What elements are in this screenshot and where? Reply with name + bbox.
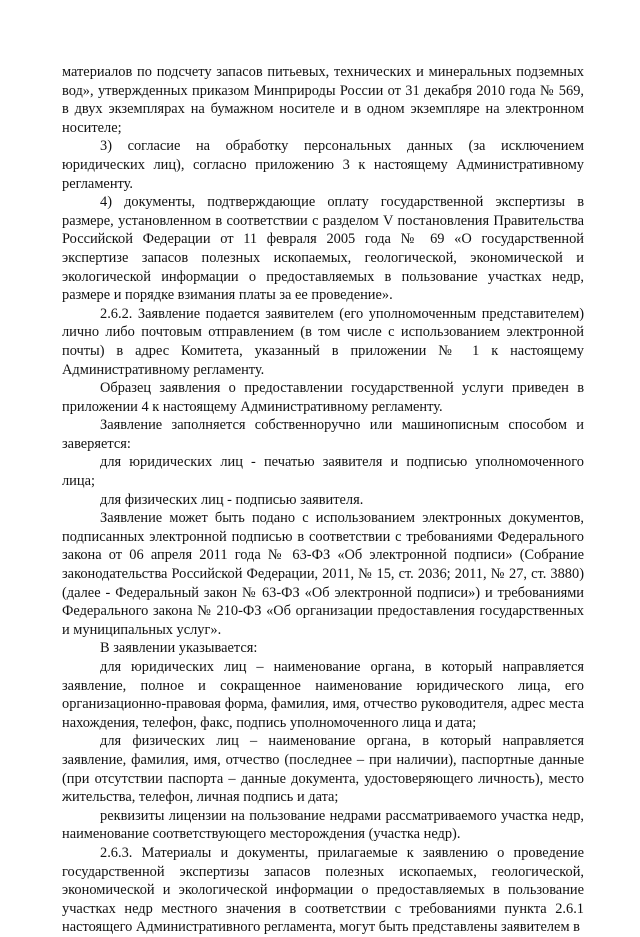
paragraph-1: материалов по подсчету запасов питьевых, технических и минеральных подземных вод», утвержденных приказом Минприроды России от 31 декабря 2010 года № 569, в двух экземплярах на бумажном носителе и в одном экземпляре на электронном носителе; <box>62 64 584 136</box>
paragraph-8: для физических лиц - подписью заявителя. <box>100 491 364 508</box>
paragraph-7: для юридических лиц - печатью заявителя и подписью уполномоченного лица; <box>62 454 584 490</box>
paragraph-4: 2.6.2. Заявление подается заявителем (его уполномоченным представителем) лично либо почтовым отправлением (в том числе с использованием электронной почты) в адрес Комитета, указанный в приложении № 1 к настоящему Административному регламенту. <box>62 305 584 378</box>
paragraph-13: реквизиты лицензии на пользование недрами рассматриваемого участка недр, наименование соответствующего месторождения (участка недр). <box>62 807 584 843</box>
document-page <box>62 63 584 937</box>
paragraph-14: 2.6.3. Материалы и документы, прилагаемые к заявлению о проведение государственной экспертизы запасов полезных ископаемых, геологической, экономической и экологической информации о предоставляемых в пользование участках недр местного значения в соответствии с требованиями пункта 2.6.1 настоящего Административного регламента, могут быть представлены заявителем в <box>62 844 584 936</box>
paragraph-12: для физических лиц – наименование органа, в который направляется заявление, фамилия, имя, отчество (последнее – при наличии), паспортные данные (при отсутствии паспорта – данные документа, удостоверяющего личность), место жительства, телефон, личная подпись и дата; <box>62 733 584 806</box>
paragraph-5: Образец заявления о предоставлении государственной услуги приведен в приложении 4 к настоящему Административному регламенту. <box>62 380 584 415</box>
paragraph-10: В заявлении указывается: <box>100 640 258 657</box>
paragraph-11: для юридических лиц – наименование органа, в который направляется заявление, полное и сокращенное наименование юридического лица, его организационно-правовая форма, фамилия, имя, отчество руководителя, адрес места нахождения, телефон, факс, подпись уполномоченного лица и дата; <box>62 659 584 731</box>
paragraph-2: 3) согласие на обработку персональных данных (за исключением юридических лиц), согласно приложению 3 к настоящему Административному регламенту. <box>62 138 584 192</box>
paragraph-3: 4) документы, подтверждающие оплату государственной экспертизы в размере, установленном в соответствии с разделом V постановления Правительства Российской Федерации от 11 февраля 2005 года № 69 «О государственной экспертизе запасов полезных ископаемых, геологической, экономической и экологической информации о предоставляемых в пользование участках недр, размере и порядке взимания платы за ее проведение». <box>62 194 584 304</box>
paragraph-6: Заявление заполняется собственноручно или машинописным способом и заверяется: <box>62 417 584 452</box>
paragraph-9: Заявление может быть подано с использованием электронных документов, подписанных электронной подписью в соответствии с требованиями Федерального закона от 06 апреля 2011 года № 63-ФЗ «Об электронной подписи» (Собрание законодательства Российской Федерации, 2011, № 15, ст. 2036; 2011, № 27, ст. 3880) (далее - Федеральный закон № 63-ФЗ «Об электронной подписи») и требованиями Федерального закона № 210-ФЗ «Об организации предоставления государственных и муниципальных услуг». <box>62 510 584 638</box>
